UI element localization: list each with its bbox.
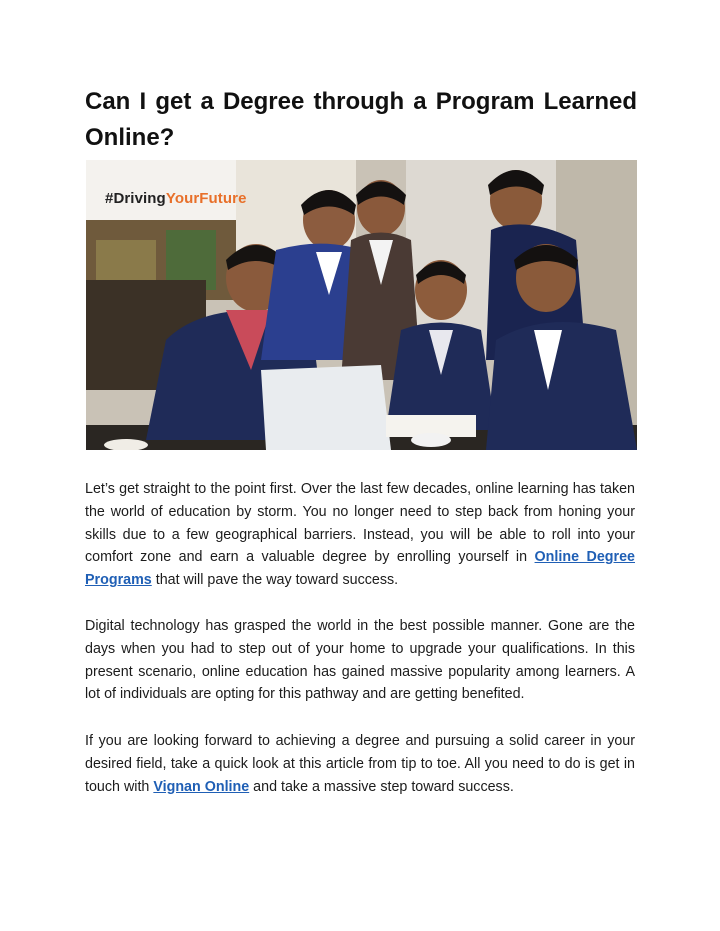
- hashtag-prefix: #Driving: [105, 190, 166, 207]
- vignan-online-link[interactable]: Vignan Online: [153, 778, 250, 795]
- hashtag-highlight: YourFuture: [165, 190, 247, 207]
- online-degree-programs-link[interactable]: Online Degree Programs: [85, 549, 635, 589]
- paragraph-digital-technology: Digital technology has grasped the world in the best possible manner. Gone are the days when you had to step out of your home to upgrade your qualifications. In this present scenario, online education has gained massive popularity among learners. A lot of individuals are opting for this pathway and are getting benefited.: [85, 618, 635, 703]
- hero-image: [86, 160, 637, 450]
- article-title: Can I get a Degree through a Program Learned Online?: [85, 88, 637, 151]
- paragraph-text: Let’s get straight to the point first. Over the last few decades, online learning has taken the world of education by storm. You no longer need to step back from honing your skills due to a few geographical barriers. Instead, you will be able to roll into your comfort zone and earn a valuable degree by enrolling yourself in: [85, 481, 635, 566]
- paragraph-text: that will pave the way toward success.: [151, 572, 399, 589]
- paragraph-text: If you are looking forward to achieving a degree and pursuing a solid career in your desired field, take a quick look at this article from tip to toe. All you need to do is get in touch with: [85, 733, 635, 795]
- paragraph-call-to-action: [85, 730, 635, 798]
- hero-hashtag: [105, 190, 247, 207]
- paragraph-intro: [85, 478, 635, 592]
- paragraph-text: and take a massive step toward success.: [249, 778, 514, 795]
